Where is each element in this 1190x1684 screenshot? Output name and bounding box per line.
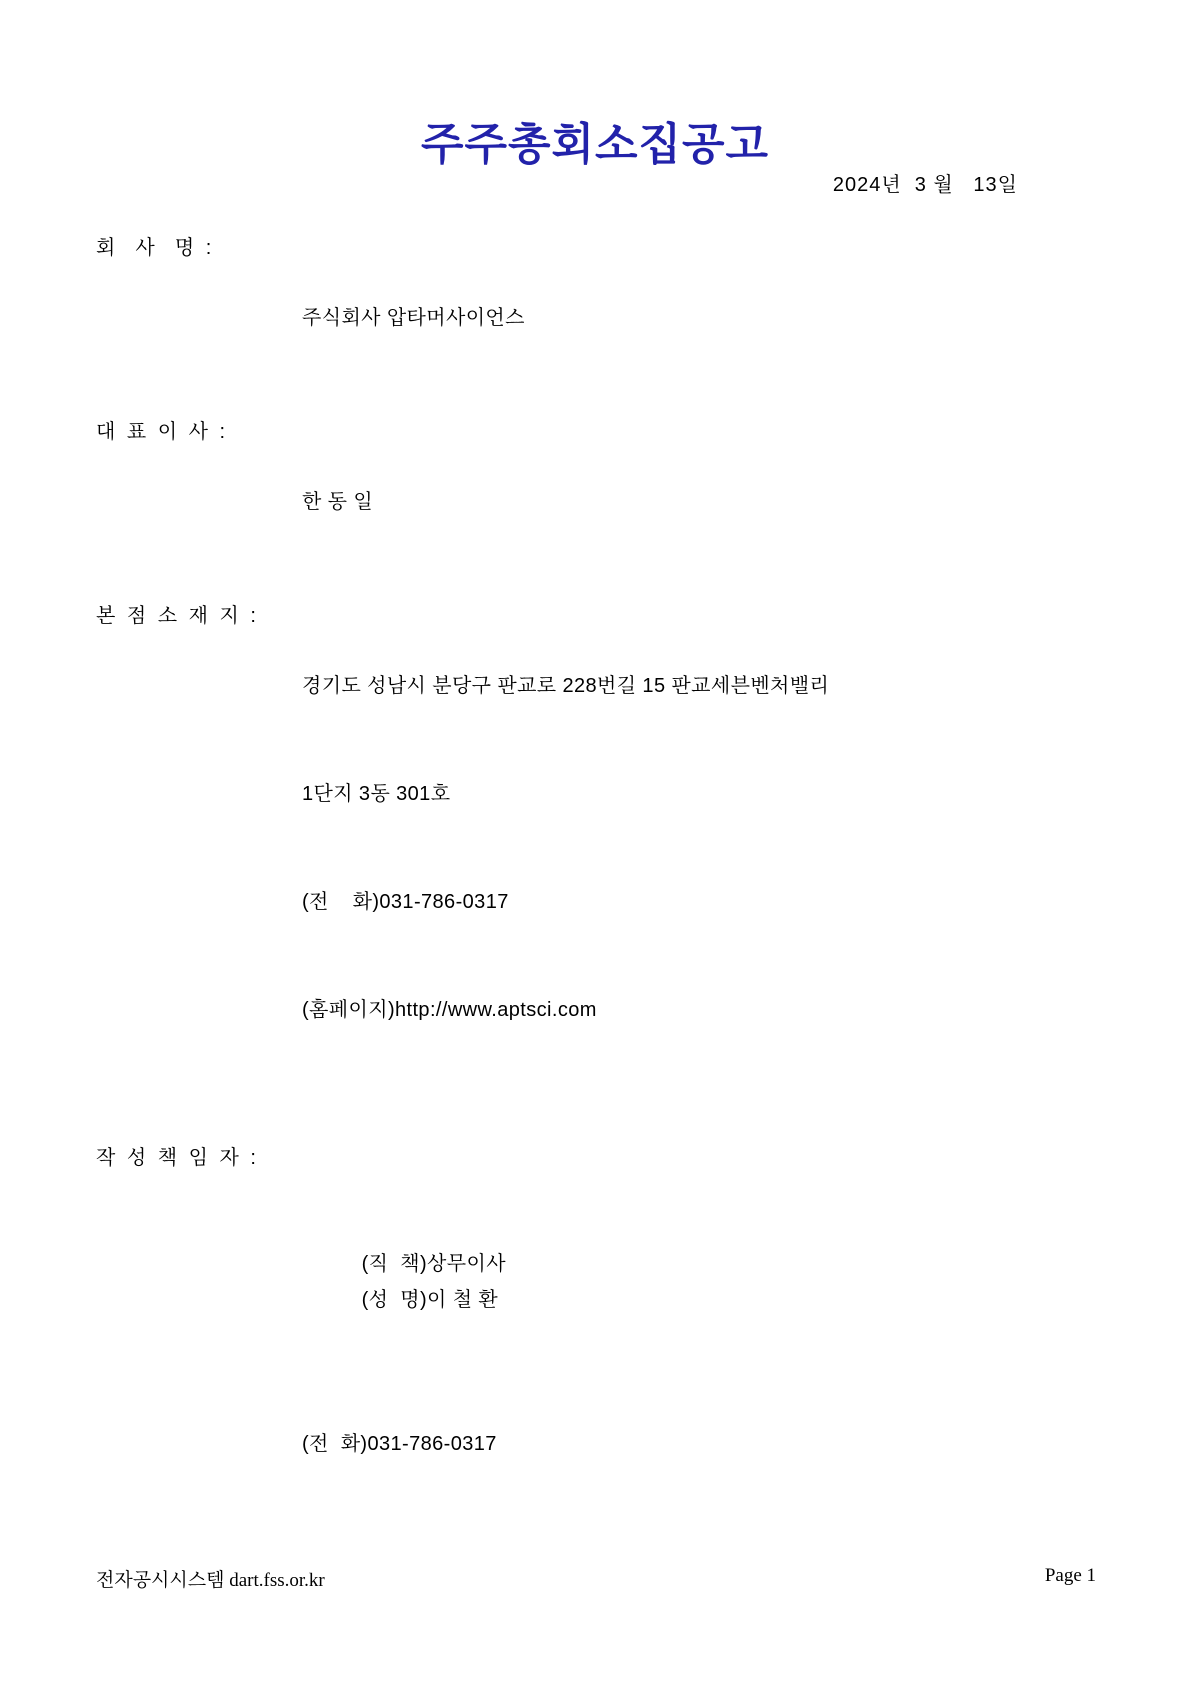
field-responsible-person-label: 작 성 책 임 자 : [96,1147,259,1169]
field-company-name [96,228,1096,408]
responsible-person-phone: (전 화)031-786-0317 [302,1433,497,1455]
page-footer [96,1565,1096,1592]
field-ceo-label: 대 표 이 사 : [96,421,229,443]
page-title: 주주총회소집공고 [420,120,770,169]
field-company-name-line-1: 주식회사 압타머사이언스 [302,307,525,329]
responsible-person-position: (직 책)상무이사 [361,1253,506,1275]
field-headquarters-address-label: 본 점 소 재 지 : [96,605,259,627]
field-ceo-line-1: 한 동 일 [302,491,374,513]
field-headquarters-address-value [302,596,1096,1100]
field-headquarters-address [96,596,1096,1100]
spacer [96,1104,1096,1138]
footer-page-number: Page 1 [1044,1565,1096,1586]
address-line-1: 경기도 성남시 분당구 판교로 228번길 15 판교세븐벤처밸리 [302,675,830,697]
company-phone-line: (전 화)031-786-0317 [302,891,509,913]
responsible-person-title-row [302,1210,1096,1354]
field-company-name-value [302,228,1096,408]
field-company-name-label: 회 사 명 : [96,237,215,259]
field-ceo-value [302,412,1096,592]
field-responsible-person-value [302,1138,1096,1534]
company-homepage-line: (홈페이지)http://www.aptsci.com [302,999,597,1021]
footer-system-label: 전자공시시스템 dart.fss.or.kr [96,1570,325,1591]
address-line-2: 1단지 3동 301호 [302,783,451,805]
responsible-person-name: (성 명)이 철 환 [361,1289,499,1311]
company-info-block [96,228,1096,1538]
field-responsible-person [96,1138,1096,1534]
document-date: 2024년 3 월 13일 [832,174,1018,196]
field-ceo [96,412,1096,592]
